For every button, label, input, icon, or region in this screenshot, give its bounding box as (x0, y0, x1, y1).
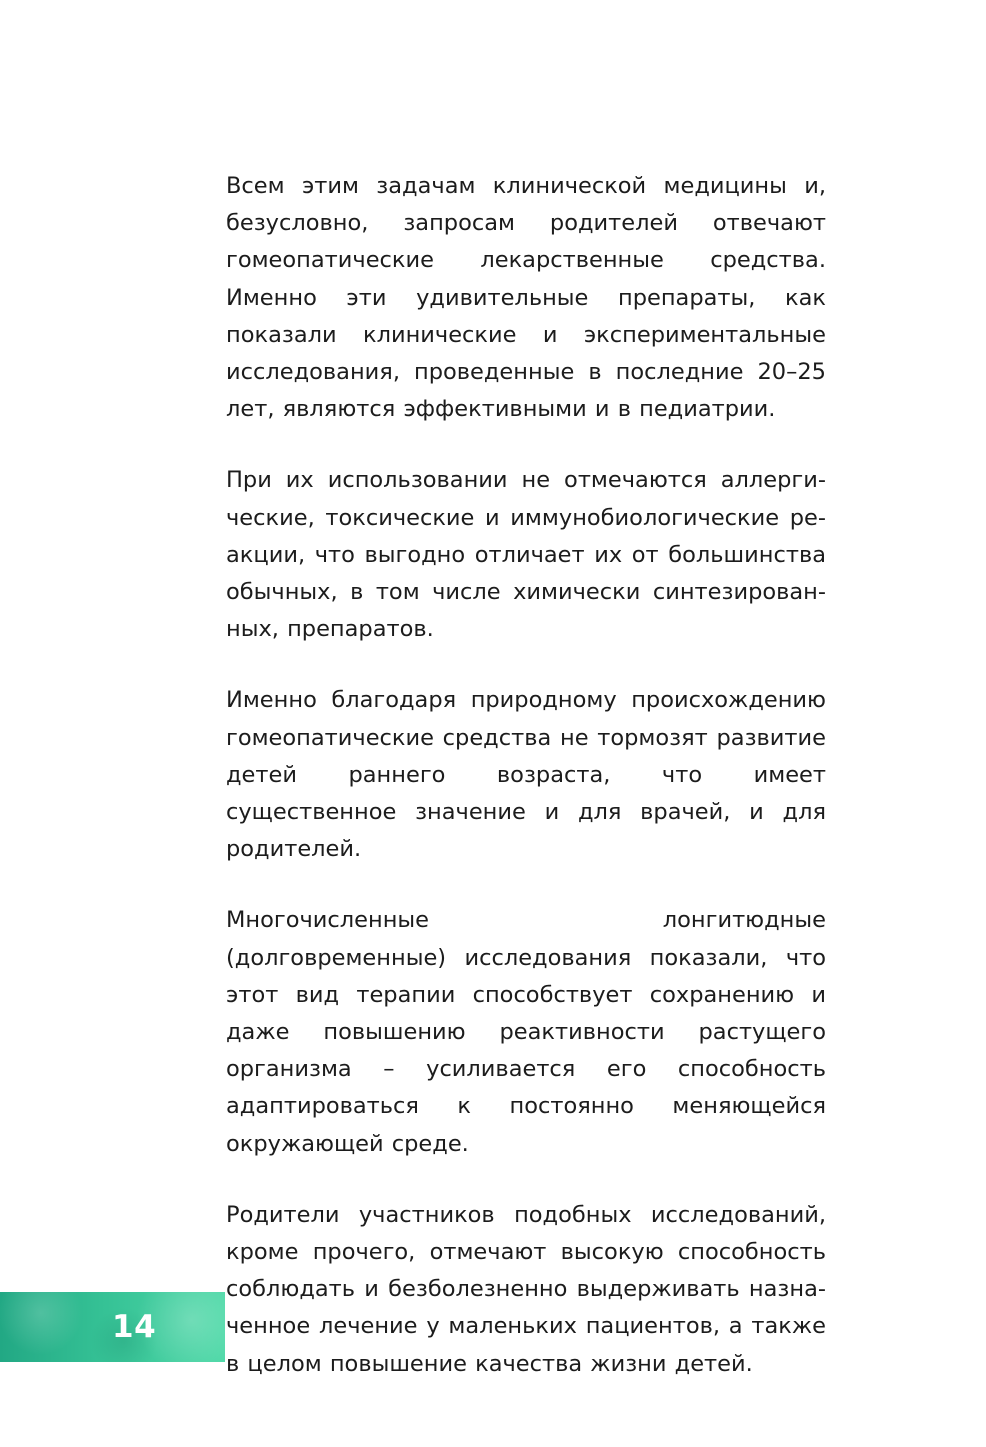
page-body (226, 168, 826, 1417)
page-number: 14 (112, 1309, 157, 1345)
paragraph-2: При их использовании не отмечаются аллергические, токсические и иммунобиологические реакции, что выгодно отличает их от большинства обычных, в том числе химически синтезированных, препаратов. (226, 467, 826, 643)
paragraph-3: Именно благодаря природному происхождению гомеопатические средства не тормозят развитие детей раннего возраста, что имеет существенное значение и для врачей, и для родителей. (226, 687, 826, 863)
paragraph-1: Всем этим задачам клинической медицины и, безусловно, запросам родителей отвечают гомеопатические лекарственные средства. Именно эти удивительные препараты, как показали клинические и экспериментальные исследования, проведенные в последние 20–25 лет, являются эффективными и в педиатрии. (226, 173, 826, 423)
page-number-badge (0, 1292, 225, 1362)
paragraph-4: Многочисленные лонгитюдные (долговременные) исследования показали, что этот вид терапии способствует сохранению и даже повышению реактивности растущего организма – усиливается его способность адаптироваться к постоянно меняющейся окружающей среде. (226, 907, 826, 1157)
paragraph-5: Родители участников подобных исследований, кроме прочего, отмечают высокую способность соблюдать и безболезненно выдерживать назначенное лечение у маленьких пациентов, а также в целом повышение качества жизни детей. (226, 1201, 826, 1377)
